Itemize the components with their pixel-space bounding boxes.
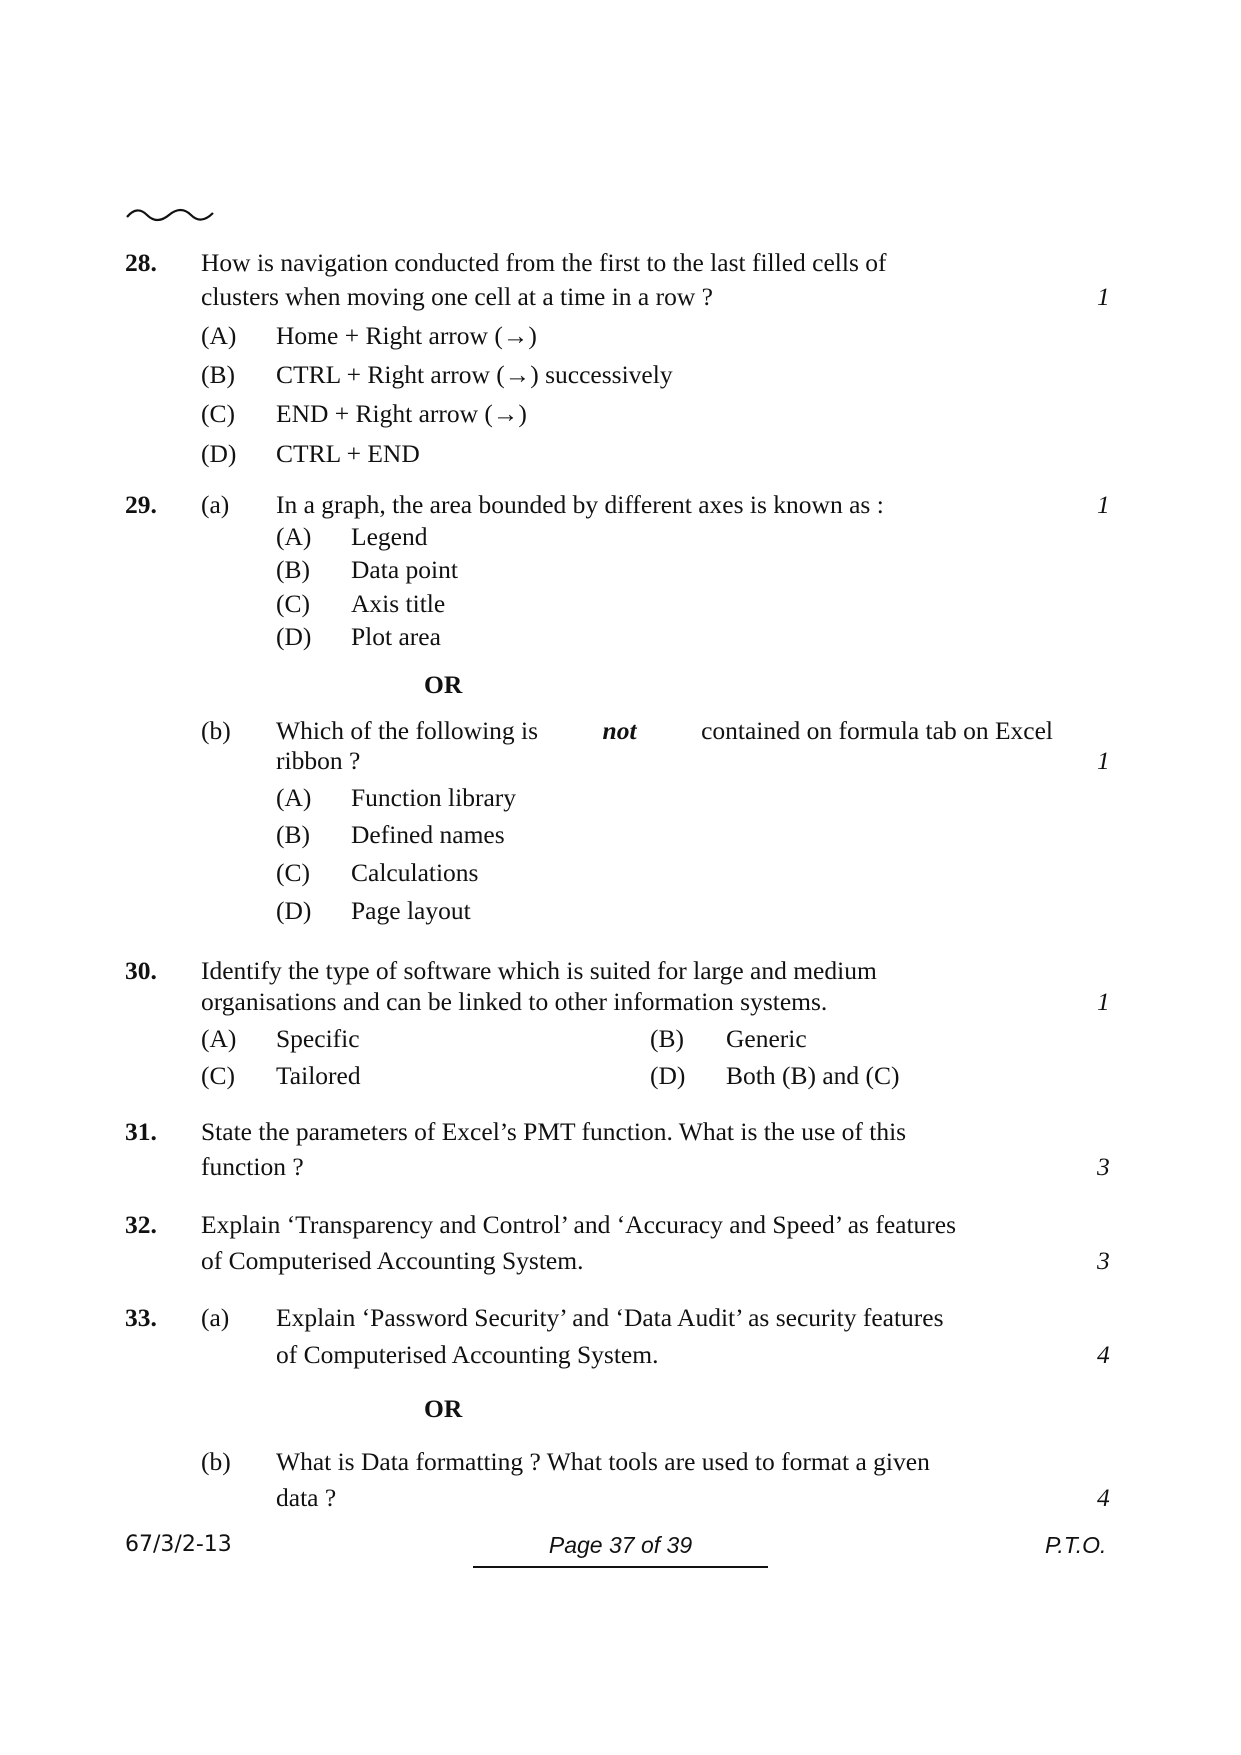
option-label: (B): [276, 820, 310, 849]
question-number: 31.: [125, 1117, 157, 1146]
question-text-line2: ribbon ?: [276, 746, 361, 775]
question-text-line2: data ?: [276, 1483, 337, 1512]
option-label: (C): [201, 399, 235, 428]
option-text: Home + Right arrow (→): [276, 321, 537, 350]
option-label: (D): [201, 439, 237, 468]
option-text: CTRL + END: [276, 439, 420, 468]
page-number: Page 37 of 39: [548, 1532, 693, 1558]
marks: 3: [1097, 1152, 1110, 1181]
question-text-line2: of Computerised Accounting System.: [276, 1340, 659, 1369]
or-separator: OR: [424, 1394, 463, 1423]
emphasis-text: not: [602, 716, 637, 745]
option-label: (B): [201, 360, 235, 389]
option-label: (C): [276, 858, 310, 887]
question-text-line1: Identify the type of software which is suited for large and medium: [201, 956, 877, 985]
option-text: Both (B) and (C): [726, 1061, 900, 1090]
marks: 1: [1097, 746, 1110, 775]
option-text: Function library: [351, 783, 517, 812]
option-label: (D): [276, 896, 312, 925]
question-text-line2: organisations and can be linked to other information systems.: [201, 987, 828, 1016]
option-text: Data point: [351, 555, 458, 584]
option-text: Axis title: [351, 589, 446, 618]
question-number: 29.: [125, 490, 157, 519]
sub-question-label: (b): [201, 1447, 231, 1476]
option-text: Legend: [351, 522, 428, 551]
question-text-line2: function ?: [201, 1152, 304, 1181]
option-label: (B): [276, 555, 310, 584]
option-text: CTRL + Right arrow (→) successively: [276, 360, 673, 389]
question-text-line1: How is navigation conducted from the first to the last filled cells of: [201, 248, 887, 277]
question-text-line1: What is Data formatting ? What tools are used to format a given: [276, 1447, 930, 1476]
option-label: (A): [276, 522, 312, 551]
option-text: Page layout: [351, 896, 471, 925]
sub-question-label: (a): [201, 1303, 230, 1332]
marks: 3: [1097, 1246, 1110, 1275]
question-text-line1: Explain ‘Password Security’ and ‘Data Audit’ as security features: [276, 1303, 944, 1332]
question-text-part: contained on formula tab on Excel: [701, 716, 1053, 745]
question-text-part: Which of the following is: [276, 716, 539, 745]
question-number: 28.: [125, 248, 157, 277]
question-text: In a graph, the area bounded by different axes is known as :: [276, 490, 884, 519]
page-number-underline: [473, 1566, 768, 1568]
option-label: (C): [276, 589, 310, 618]
question-number: 32.: [125, 1210, 157, 1239]
option-label: (D): [650, 1061, 686, 1090]
marks: 4: [1097, 1340, 1110, 1369]
question-text-line2: clusters when moving one cell at a time in a row ?: [201, 282, 713, 311]
marks: 1: [1097, 490, 1110, 519]
wave-mark-icon: [125, 203, 215, 225]
question-number: 33.: [125, 1303, 157, 1332]
option-text: END + Right arrow (→): [276, 399, 527, 428]
option-text: Generic: [726, 1024, 807, 1053]
option-text: Tailored: [276, 1061, 361, 1090]
option-text: Defined names: [351, 820, 505, 849]
option-label: (D): [276, 622, 312, 651]
option-text: Plot area: [351, 622, 441, 651]
option-label: (A): [201, 1024, 237, 1053]
or-separator: OR: [424, 670, 463, 699]
marks: 4: [1097, 1483, 1110, 1512]
pto-label: P.T.O.: [1045, 1532, 1107, 1558]
option-label: (A): [201, 321, 237, 350]
sub-question-label: (a): [201, 490, 230, 519]
question-text-line1: Explain ‘Transparency and Control’ and ‘Accuracy and Speed’ as features: [201, 1210, 957, 1239]
option-label: (C): [201, 1061, 235, 1090]
option-label: (B): [650, 1024, 684, 1053]
question-number: 30.: [125, 956, 157, 985]
marks: 1: [1097, 987, 1110, 1016]
sub-question-label: (b): [201, 716, 231, 745]
question-text-line1: [276, 714, 1053, 748]
question-text-line1: State the parameters of Excel’s PMT function. What is the use of this: [201, 1117, 907, 1146]
option-label: (A): [276, 783, 312, 812]
question-text-line2: of Computerised Accounting System.: [201, 1246, 584, 1275]
paper-code: 67/3/2-13: [125, 1532, 232, 1557]
option-text: Specific: [276, 1024, 360, 1053]
marks: 1: [1097, 282, 1110, 311]
option-text: Calculations: [351, 858, 479, 887]
